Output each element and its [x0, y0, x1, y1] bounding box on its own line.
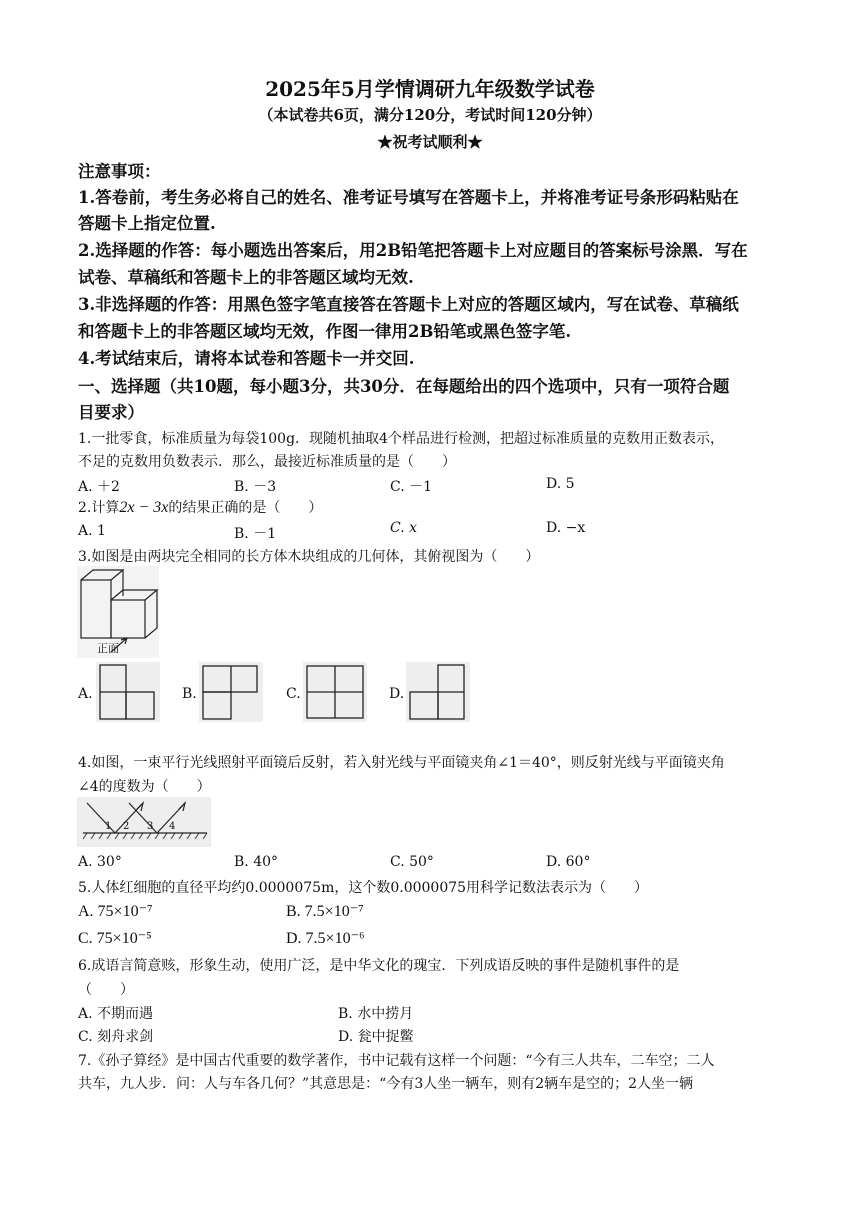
q3-option-a-label: A. — [78, 686, 93, 702]
question-7-stem: 7.《孙子算经》是中国古代重要的数学著作，书中记载有这样一个问题：“今有三人共车，二车空；二人 — [78, 1053, 715, 1069]
q6-option-c: C. 刻舟求剑 — [78, 1029, 154, 1045]
exam-subtitle: （本试卷共6页，满分120分，考试时间120分钟） — [258, 106, 602, 124]
q1-option-c: C. －1 — [390, 479, 433, 495]
q2-option-a: A. 1 — [78, 523, 106, 539]
exam-wish: ★祝考试顺利★ — [377, 133, 483, 151]
q3-option-c-figure — [303, 662, 367, 722]
question-2-stem — [78, 497, 322, 517]
q2-expression: 2x − 3x — [119, 499, 169, 516]
q4-mirror-figure — [77, 797, 211, 847]
q5-option-d: D. 7.5×10⁻⁶ — [286, 930, 365, 947]
question-5-stem: 5.人体红细胞的直径平均约0.0000075m，这个数0.0000075用科学记数法表示为（ ） — [78, 880, 649, 896]
question-1-stem-cont: 不足的克数用负数表示．那么，最接近标准质量的是（ ） — [78, 454, 456, 470]
section-heading: 一、选择题（共10题，每小题3分，共30分．在每题给出的四个选项中，只有一项符合题 — [78, 377, 730, 396]
question-3-stem: 3.如图是由两块完全相同的长方体木块组成的几何体，其俯视图为（ ） — [78, 549, 540, 565]
q2-option-c: C. x — [390, 520, 418, 536]
notice-line: 和答题卡上的非答题区域均无效，作图一律用2B铅笔或黑色签字笔. — [78, 322, 572, 341]
section-heading-cont: 目要求） — [78, 403, 144, 422]
question-6-stem: 6.成语言简意赅，形象生动，使用广泛，是中华文化的瑰宝．下列成语反映的事件是随机事件的是 — [78, 958, 680, 974]
q4-option-a: A. 30° — [78, 854, 122, 870]
question-6-stem-cont: （ ） — [78, 982, 134, 998]
notice-line: 试卷、草稿纸和答题卡上的非答题区域均无效. — [78, 268, 414, 287]
q3-option-d-figure — [406, 662, 470, 722]
q5-option-a: A. 75×10⁻⁷ — [78, 903, 153, 920]
q3-option-b-label: B. — [182, 686, 197, 702]
angle-label-1: 1 — [105, 821, 112, 832]
q1-option-b: B. －3 — [234, 479, 277, 495]
q3-option-b-figure — [199, 662, 263, 722]
q6-option-a: A. 不期而遇 — [78, 1006, 154, 1022]
q3-option-c-label: C. — [286, 686, 301, 702]
q3-option-a-figure — [96, 662, 160, 722]
q2-option-d: D. −x — [546, 520, 586, 536]
notice-line: 3.非选择题的作答：用黑色签字笔直接答在答题卡上对应的答题区域内，写在试卷、草稿纸 — [78, 295, 739, 314]
question-1-stem: 1.一批零食，标准质量为每袋100g．现随机抽取4个样品进行检测，把超过标准质量的克数用正数表示， — [78, 431, 724, 447]
q4-mirror-svg — [77, 797, 211, 847]
front-label: 正面 — [97, 642, 119, 655]
notice-line: 4.考试结束后，请将本试卷和答题卡一并交回. — [78, 349, 415, 368]
q3-option-c-svg — [303, 662, 367, 722]
q2-stem-post: 的结果正确的是（ ） — [168, 500, 323, 516]
question-7-stem-cont: 共车，九人步．问：人与车各几何？”其意思是：“今有3人坐一辆车，则有2辆车是空的；2人坐一辆 — [78, 1076, 694, 1092]
q4-option-c: C. 50° — [390, 854, 434, 870]
question-4-stem-cont: ∠4的度数为（ ） — [78, 779, 211, 795]
q3-option-d-label: D. — [389, 686, 405, 702]
q2-option-b: B. －1 — [234, 526, 277, 542]
q2-stem-pre: 2.计算 — [78, 500, 120, 516]
q3-solid-figure — [77, 566, 159, 658]
angle-label-2: 2 — [123, 821, 130, 832]
exam-title: 2025年5月学情调研九年级数学试卷 — [265, 77, 595, 101]
q4-option-d: D. 60° — [546, 854, 591, 870]
notice-line: 2.选择题的作答：每小题选出答案后，用2B铅笔把答题卡上对应题目的答案标号涂黑．写在 — [78, 241, 748, 260]
q1-option-a: A. ＋2 — [78, 479, 120, 495]
question-4-stem: 4.如图，一束平行光线照射平面镜后反射，若入射光线与平面镜夹角∠1＝40°，则反射光线与平面镜夹角 — [78, 755, 725, 771]
notice-heading: 注意事项： — [78, 162, 161, 181]
notice-line: 1.答卷前，考生务必将自己的姓名、准考证号填写在答题卡上，并将准考证号条形码粘贴在 — [78, 188, 739, 207]
angle-label-3: 3 — [147, 821, 154, 832]
q6-option-b: B. 水中捞月 — [338, 1006, 414, 1022]
q5-option-c: C. 75×10⁻⁵ — [78, 930, 152, 947]
notice-line: 答题卡上指定位置. — [78, 214, 216, 233]
q3-option-d-svg — [406, 662, 470, 722]
q3-option-b-svg — [199, 662, 263, 722]
angle-label-4: 4 — [169, 821, 176, 832]
q6-option-d: D. 瓮中捉鳖 — [338, 1029, 414, 1045]
q1-option-d: D. 5 — [546, 476, 575, 492]
q5-option-b: B. 7.5×10⁻⁷ — [286, 903, 364, 920]
q4-option-b: B. 40° — [234, 854, 279, 870]
q3-option-a-svg — [96, 662, 160, 722]
